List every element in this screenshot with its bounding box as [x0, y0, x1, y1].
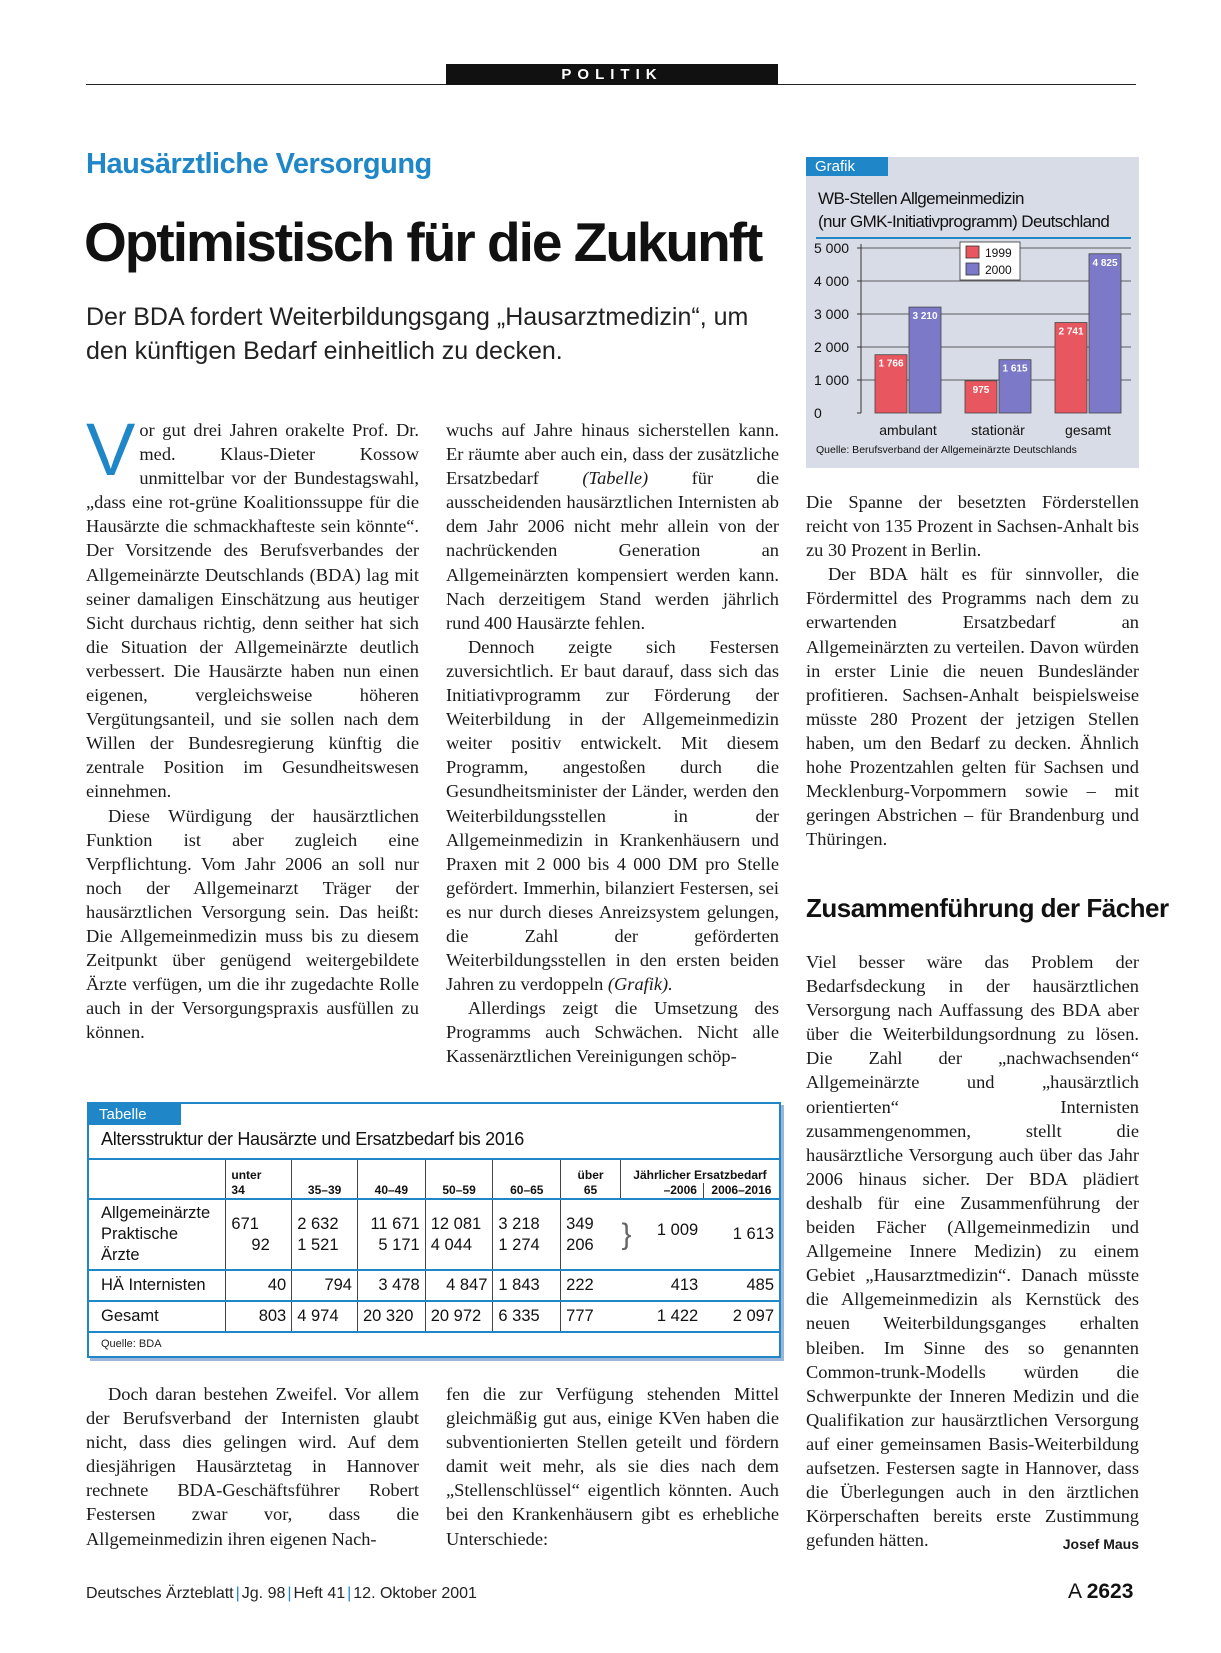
- page-number: [1068, 1580, 1133, 1604]
- header-text: über: [577, 1168, 604, 1182]
- table-header-row: [89, 1159, 779, 1199]
- paragraph: Der BDA hält es für sinnvoller, die Fördermittel des Programms nach dem zu erwartenden Ersatzbedarf an Allgemeinärzten zu verteilen. Davon würden in erster Linie die neuen Bundesländer profitieren. Sachsen-Anhalt beispielsweise müsste 280 Prozent der jetzigen Stellen haben, um den Bedarf zu decken. Ähnlich hohe Prozentzahlen gelten für Sachsen und Mecklenburg-Vorpommern sowie – mit geringen Abstrichen – für Brandenburg und Thüringen.: [806, 564, 1139, 850]
- table-cell: [226, 1199, 292, 1270]
- cell-text: 2 632: [297, 1214, 339, 1233]
- paragraph: [806, 950, 1139, 1552]
- table-cell: 3 478: [357, 1270, 425, 1301]
- brace-icon: }: [621, 1217, 632, 1251]
- table-header-cell: 60–65: [493, 1159, 561, 1199]
- table-header-cell: [561, 1159, 621, 1199]
- table-title: Altersstruktur der Hausärzte und Ersatzbedarf bis 2016: [101, 1129, 525, 1149]
- cell-text: 12 081: [430, 1214, 482, 1233]
- cell-text: 5 171: [378, 1235, 420, 1254]
- table-box: [87, 1102, 781, 1358]
- table-header-cell: 35–39: [292, 1159, 358, 1199]
- cell-text: 206: [566, 1235, 594, 1254]
- footer-separator: |: [235, 1585, 240, 1602]
- x-category-label: ambulant: [879, 422, 937, 438]
- cell-text: 4 044: [430, 1235, 472, 1254]
- table-cell: [357, 1199, 425, 1270]
- row-label-text: Praktische Ärzte: [101, 1225, 179, 1264]
- row-label: [89, 1199, 226, 1270]
- table-cell: [493, 1199, 561, 1270]
- y-tick-label: 0: [814, 405, 822, 421]
- table-cell: [292, 1199, 358, 1270]
- chart-title-line: WB-Stellen Allgemeinmedizin: [818, 189, 1024, 208]
- page-prefix: A: [1068, 1580, 1081, 1603]
- table-cell: 4 847: [425, 1270, 493, 1301]
- page-number-value: 2623: [1086, 1580, 1134, 1603]
- chart-reference: (Grafik).: [607, 974, 673, 995]
- article-subtitle: Der BDA fordert Weiterbildungsgang „Hausarztmedizin“, um den künftigen Bedarf einheitlich zu decken.: [86, 303, 749, 365]
- journal-date: 12. Oktober 2001: [353, 1585, 477, 1602]
- paragraph: Allerdings zeigt die Umsetzung des Programms auch Schwächen. Nicht alle Kassenärztlichen Vereinigungen schöp-: [446, 998, 779, 1067]
- table-header-cell: 40–49: [357, 1159, 425, 1199]
- table-cell: 413: [620, 1270, 703, 1301]
- paragraph: Diese Würdigung der hausärztlichen Funktion ist aber zugleich eine Verpflichtung. Vom Jahr 2006 an soll nur noch der Allgemeinarzt Träger der hausärztlichen Versorgung sein. Das heißt: Die Allgemeinmedizin muss bis zu diesem Zeitpunkt über genügend weitergebildete Ärzte verfügen, um die ihr zugedachte Rolle auch in der Versorgungspraxis ausfüllen zu können.: [86, 805, 419, 1043]
- column-1-top: [86, 408, 419, 1044]
- table-header-group: [620, 1159, 779, 1199]
- section-banner: POLITIK: [446, 64, 778, 85]
- cell-text: 1 521: [297, 1235, 339, 1254]
- drop-cap: V: [86, 408, 136, 491]
- paragraph-text: für die ausscheidenden hausärztlichen Internisten ab dem Jahr 2006 nicht mehr allein von der nachrückenden Generation an Allgemeinärzten kompensiert werden kann. Nach derzeitigem Stand werden jährlich rund 400 Hausärzte fehlen.: [446, 468, 780, 633]
- data-table: [89, 1158, 779, 1334]
- page-footer: [86, 1585, 477, 1603]
- y-tick-label: 3 000: [814, 306, 850, 322]
- column-2-top: [446, 418, 779, 1069]
- cell-text: 671: [231, 1214, 259, 1233]
- journal-name: Deutsches Ärzteblatt: [86, 1585, 234, 1602]
- column-3-bottom: [806, 950, 1139, 1556]
- legend-swatch: [966, 263, 979, 275]
- paragraph: [446, 418, 779, 635]
- table-cell: [425, 1199, 493, 1270]
- x-category-label: stationär: [971, 422, 1025, 438]
- bar-value-label: 1 766: [878, 358, 904, 370]
- table-row: [89, 1270, 779, 1301]
- table-header-cell: [89, 1159, 226, 1199]
- table-tag: Tabelle: [89, 1104, 181, 1125]
- bar-value-label: 975: [972, 384, 990, 396]
- legend-swatch: [966, 246, 979, 258]
- article-kicker: Hausärztliche Versorgung: [86, 148, 432, 180]
- bar-value-label: 1 615: [1002, 363, 1028, 375]
- cell-text: 3 218: [498, 1214, 540, 1233]
- legend-label: 2000: [985, 263, 1012, 277]
- column-1-bottom: [86, 1382, 419, 1551]
- cell-text: 349: [566, 1214, 594, 1233]
- chart-source: Quelle: Berufsverband der Allgemeinärzte Deutschlands: [816, 444, 1077, 456]
- y-tick-label: 1 000: [814, 372, 850, 388]
- chart-tag: Grafik: [806, 157, 888, 176]
- cell-text: 11 671: [370, 1214, 420, 1233]
- cell-text: 1 009: [656, 1220, 699, 1239]
- paragraph-text: wuchs auf Jahre hinaus sicherstellen kann. Er räumte aber auch ein, dass der zusätzliche Ersatzbedarf: [446, 420, 779, 489]
- article-headline: Optimistisch für die Zukunft: [84, 211, 762, 273]
- table-cell: 485: [703, 1270, 779, 1301]
- table-header-cell: [226, 1159, 292, 1199]
- table-cell: 1 422: [620, 1301, 703, 1332]
- table-header-cell: 50–59: [425, 1159, 493, 1199]
- bar-2000: [909, 307, 941, 413]
- table-cell: 4 974: [292, 1301, 358, 1332]
- paragraph-text: Dennoch zeigte sich Festersen zuversichtlich. Er baut darauf, dass sich das Initiativprogramm zur Förderung der Weiterbildung in der Allgemeinmedizin weiter positiv entwickelt. Mit diesem Programm, angestoßen durch die Gesundheitsminister der Länder, werden den Weiterbildungsstellen in der Allgemeinmedizin in Krankenhäusern und Praxen mit 2 000 bis 4 000 DM pro Stelle gefördert. Immerhin, bilanziert Festersen, sei es nur durch dieses Anreizsystem gelungen, die Zahl der geförderten Weiterbildungsstellen in den ersten beiden Jahren zu verdoppeln: [446, 636, 779, 995]
- paragraph: [86, 408, 419, 804]
- table-cell: 777: [561, 1301, 621, 1332]
- row-label: HÄ Internisten: [89, 1270, 226, 1301]
- table-cell: 794: [292, 1270, 358, 1301]
- table-cell: 222: [561, 1270, 621, 1301]
- legend-label: 1999: [985, 246, 1012, 260]
- table-cell: 20 320: [357, 1301, 425, 1332]
- paragraph-text: or gut drei Jahren orakelte Prof. Dr. med. Klaus-Dieter Kossow unmittelbar vor der Bundestagswahl, „dass eine rot-grüne Koalitionssuppe für die Hausärzte die schmackhafteste sein könnte“. Der Vorsitzende des Berufsverbandes der Allgemeinärzte Deutschlands (BDA) lag mit seiner damaligen Einschätzung aus heutiger Sicht durchaus richtig, denn seither hat sich die Situation der Allgemeinärzte deutlich verbessert. Die Hausärzte haben nun einen eigenen, vergleichsweise höheren Vergütungsanteil, und sie sollen nach dem Willen der Bundesregierung künftig die zentrale Position im Gesundheitswesen einnehmen.: [86, 420, 419, 802]
- journal-issue: Heft 41: [293, 1585, 346, 1602]
- table-cell: 2 097: [703, 1301, 779, 1332]
- bar-value-label: 3 210: [912, 311, 938, 323]
- journal-volume: Jg. 98: [241, 1585, 286, 1602]
- header-text: –2006: [663, 1183, 697, 1197]
- bar-value-label: 4 825: [1092, 257, 1118, 269]
- table-cell: [620, 1199, 703, 1270]
- cell-text: 92: [251, 1235, 270, 1254]
- table-cell: 803: [226, 1301, 292, 1332]
- row-label-text: Allgemeinärzte: [101, 1204, 211, 1222]
- cell-text: 1 274: [498, 1235, 540, 1254]
- footer-separator: |: [287, 1585, 292, 1602]
- chart-title: [818, 187, 1109, 233]
- column-3-top: [806, 490, 1139, 851]
- table-cell: 40: [226, 1270, 292, 1301]
- paragraph: Doch daran bestehen Zweifel. Vor allem der Berufsverband der Internisten glaubt nicht, dass dies gelingen wird. Auf dem diesjährigen Hausärztetag in Hannover rechnete BDA-Geschäftsführer Robert Festersen zwar vor, dass die Allgemeinmedizin ihren eigenen Nach-: [86, 1384, 419, 1549]
- header-text: unter: [231, 1168, 262, 1182]
- chart-legend: [960, 242, 1020, 280]
- paragraph-text: Viel besser wäre das Problem der Bedarfsdeckung in der hausärztlichen Versorgung nach Auffassung des BDA aber über die Weiterbildungsordnung zu lösen. Die Zahl der „nachwachsenden“ Allgemeinärzte und „hausärztlich orientierten“ Internisten zusammengenommen, stellt die hausärztliche Versorgung auch über das Jahr 2006 hinaus sicher. Der BDA plädiert deshalb für eine Zusammenführung der beiden Fächer (Allgemeinmedizin und Allgemeine Innere Medizin) zu einem Gebiet „Hausarztmedizin“. Danach müsste die Allgemeinmedizin als Kernstück des neuen Weiterbildungsganges erhalten bleiben. Im Sinne des so genannten Common-trunk-Modells würden die Schwerpunkte der Inneren Medizin und die Qualifikation zur hausärztlichen Versorgung auf einer gemeinsamen Basis-Weiterbildung aufsetzen. Festersen sagte in Hannover, dass die Überlegungen auch in den ärztlichen Körperschaften bereits erste Zustimmung gefunden hätten.: [806, 952, 1139, 1551]
- header-text: 65: [583, 1183, 598, 1197]
- table-row: [89, 1332, 779, 1334]
- row-label: Gesamt: [89, 1301, 226, 1332]
- header-text: 2006–2016: [703, 1183, 779, 1198]
- table-cell: 1 613: [703, 1199, 779, 1270]
- x-category-label: gesamt: [1065, 422, 1111, 438]
- bar-2000: [1089, 254, 1121, 413]
- table-cell: 6 335: [493, 1301, 561, 1332]
- table-source: Quelle: BDA: [101, 1338, 162, 1350]
- table-cell: 1 843: [493, 1270, 561, 1301]
- section-subhead: Zusammenführung der Fächer: [806, 893, 1169, 923]
- paragraph: fen die zur Verfügung stehenden Mittel gleichmäßig gut aus, einige KVen haben die subventionierten Stellen geteilt und fördern damit weit mehr, als sie dies nach dem „Stellenschlüssel“ eigentlich könnten. Auch bei den Krankenhäusern gibt es erhebliche Unterschiede:: [446, 1384, 779, 1549]
- table-cell: 20 972: [425, 1301, 493, 1332]
- chart-title-line: (nur GMK-Initiativprogramm) Deutschland: [818, 212, 1110, 231]
- header-text: 34: [231, 1183, 245, 1197]
- footer-separator: |: [347, 1585, 352, 1602]
- chart-box: [806, 157, 1139, 468]
- y-tick-label: 4 000: [814, 273, 850, 289]
- column-2-bottom: [446, 1382, 779, 1551]
- table-row: [89, 1199, 779, 1270]
- author-name: Josef Maus: [1062, 1536, 1139, 1553]
- paragraph: Die Spanne der besetzten Förderstellen reicht von 135 Prozent in Sachsen-Anhalt bis zu 30 Prozent in Berlin.: [806, 492, 1140, 561]
- table-reference: (Tabelle): [582, 468, 649, 489]
- header-text: Jährlicher Ersatzbedarf: [633, 1168, 767, 1182]
- table-row: [89, 1301, 779, 1332]
- paragraph: [446, 635, 779, 996]
- y-tick-label: 5 000: [814, 240, 850, 256]
- table-cell: [561, 1199, 621, 1270]
- bar-value-label: 2 741: [1058, 326, 1084, 338]
- y-tick-label: 2 000: [814, 339, 850, 355]
